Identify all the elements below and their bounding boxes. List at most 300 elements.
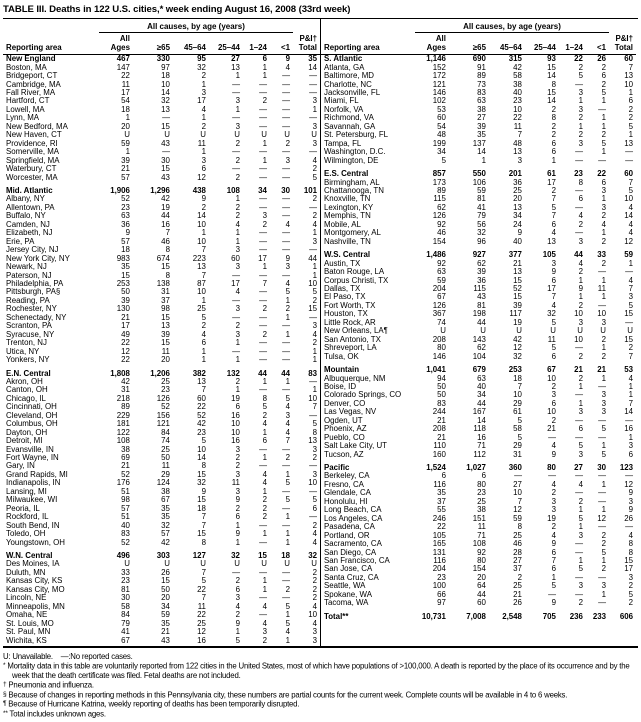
age-group-header: All causes, by age (years) [415,19,609,33]
value-cell: 21 [437,416,446,425]
column-header-row [3,33,320,55]
region-row [3,187,320,195]
value-cell: 1 [262,139,267,148]
table-row [321,260,636,268]
reporting-area-cell: Lowell, MA [6,105,45,114]
value-cell: 3 [578,89,583,97]
value-cell: 1 [601,557,606,566]
value-cell: 10 [513,391,522,400]
value-cell: 3 [235,330,240,339]
value-cell: 27 [231,54,240,64]
value-cell: 15 [308,305,317,314]
value-cell: 10 [624,80,633,89]
table-row [3,412,320,420]
reporting-area-cell: Ogden, UT [324,416,363,425]
value-cell: 94 [437,374,446,383]
value-cell: 16 [624,425,633,434]
value-cell: 1 [285,313,290,322]
value-cell: 1 [262,263,267,272]
value-cell: 102 [432,97,446,106]
value-cell: 91 [477,63,486,72]
value-cell: 12 [197,628,206,637]
value-cell: 11 [513,122,522,131]
value-cell: 201 [508,170,522,179]
reporting-area-cell: Youngstown, OH [6,538,65,547]
table-row [321,400,636,408]
table-row [321,489,636,497]
value-cell: 3 [578,105,583,114]
value-cell: 106 [472,178,486,187]
value-cell: 15 [547,63,556,72]
column-header: P&I† Total [609,33,636,55]
value-cell: 1 [601,590,606,599]
value-cell: 1 [312,386,317,395]
value-cell: 7 [628,178,633,187]
value-cell: 19 [547,514,556,523]
value-cell: 2 [628,114,633,123]
value-cell: 17 [547,284,556,293]
table-row [3,471,320,479]
reporting-area-cell: Toledo, OH [6,530,46,539]
value-cell: 17 [258,254,267,263]
value-cell: — [598,301,606,310]
value-cell: 67 [547,366,556,375]
reporting-area-cell: Seattle, WA [324,582,366,591]
table-row [3,195,320,203]
value-cell: 15 [121,271,130,280]
value-cell: 81 [477,195,486,204]
age-group-header: All causes, by age (years) [99,19,293,33]
value-cell: 2 [201,72,206,81]
value-cell: 50 [437,382,446,391]
value-cell: 13 [624,72,633,81]
region-row [321,366,636,374]
value-cell: — [232,80,240,89]
value-cell: 2 [551,122,556,131]
value-cell: 52 [197,411,206,420]
table-row [321,89,636,97]
value-cell: 1 [285,530,290,539]
value-cell: 11 [121,80,130,89]
value-cell: 92 [437,259,446,268]
value-cell: 6 [551,565,556,574]
value-cell: 7 [201,568,206,577]
value-cell: 2 [312,521,317,530]
value-cell: 87 [197,279,206,288]
value-cell: — [259,195,267,204]
value-cell: — [259,568,267,577]
value-cell: — [575,229,583,238]
value-cell: 81 [477,301,486,310]
value-cell: — [259,538,267,547]
value-cell: 4 [578,212,583,221]
value-cell: 7 [517,131,522,140]
value-cell: 15 [547,89,556,97]
reporting-area-cell: Knoxville, TN [324,195,371,204]
table-row [321,434,636,442]
value-cell: 17 [547,178,556,187]
value-cell: 10 [197,288,206,297]
value-cell: — [548,472,556,481]
value-cell: 20 [121,122,130,131]
value-cell: 7 [201,513,206,522]
value-cell: 8 [628,548,633,557]
value-cell: 2 [578,599,583,608]
value-cell: 3 [578,582,583,591]
value-cell: 3 [312,139,317,148]
reporting-area-cell: New Haven, CT [6,131,62,140]
value-cell: 4 [628,374,633,383]
value-cell: — [625,268,633,277]
value-cell: 7 [201,271,206,280]
value-cell: 1,146 [426,54,446,64]
pi-corner-cell [609,19,636,33]
value-cell: 2 [262,330,267,339]
value-cell: 15 [161,263,170,272]
value-cell: 83 [121,530,130,539]
value-cell: 27 [513,480,522,489]
value-cell: 1,906 [110,186,130,195]
value-cell: 84 [121,611,130,620]
table-row [321,532,636,540]
value-cell: 98 [121,496,130,505]
value-cell: 29 [513,399,522,408]
value-cell: 50 [437,391,446,400]
value-cell: 12 [197,173,206,182]
value-cell: 10 [547,408,556,417]
value-cell: 5 [312,288,317,297]
value-cell: 983 [116,254,130,263]
value-cell: 6 [262,54,267,64]
value-cell: 246 [432,514,446,523]
table-row [3,560,320,568]
value-cell: 10 [231,420,240,429]
value-cell: 108 [472,540,486,549]
value-cell: 46 [161,237,170,246]
value-cell: 8 [165,271,170,280]
table-row [3,263,320,271]
value-cell: 1 [235,386,240,395]
value-cell: 22 [197,403,206,412]
value-cell: 2 [628,582,633,591]
value-cell: 1 [201,114,206,123]
value-cell: 115 [473,284,486,293]
table-row [321,310,636,318]
value-cell: 2 [235,577,240,586]
value-cell: 2 [578,352,583,361]
reporting-area-cell: San Diego, CA [324,548,377,557]
table-row [321,549,636,557]
value-cell: 6 [235,513,240,522]
value-cell: — [282,122,290,131]
value-cell: 41 [477,203,486,212]
reporting-area-cell: Jersey City, NJ [6,246,59,255]
value-cell: 13 [231,63,240,72]
value-cell: — [259,165,267,174]
reporting-area-cell: Glendale, CA [324,489,371,498]
value-cell: 89 [121,403,130,412]
value-cell: 63 [477,97,486,106]
value-cell: 32 [513,352,522,361]
value-cell: — [309,487,317,496]
reporting-area-cell: Baltimore, MD [324,72,374,81]
value-cell: — [309,462,317,471]
value-cell: 32 [477,229,486,238]
reporting-area-cell: Schenectady, NY [6,313,67,322]
value-cell: 303 [156,552,170,561]
value-cell: 8 [262,394,267,403]
value-cell: 1 [201,80,206,89]
value-cell: — [282,356,290,365]
table-row [321,336,636,344]
value-cell: 4 [578,259,583,268]
value-cell: 3 [628,442,633,451]
value-cell: 21 [121,313,130,322]
footnote-marker: § [3,690,7,698]
table-row [321,417,636,425]
value-cell: 60 [477,599,486,608]
value-cell: 1 [312,271,317,280]
reporting-area-cell: E.S. Central [324,170,369,179]
value-cell: 173 [432,178,446,187]
reporting-area-cell: New Bedford, MA [6,122,68,131]
value-cell: 127 [192,552,206,561]
value-cell: 152 [432,63,446,72]
value-cell: 1 [285,470,290,479]
value-cell: U [200,131,206,140]
reporting-area-cell: Lansing, MI [6,487,47,496]
value-cell: 14 [308,63,317,72]
value-cell: 10 [513,105,522,114]
value-cell: — [625,523,633,532]
value-cell: — [309,313,317,322]
value-cell: 3 [312,322,317,331]
table-row [321,481,636,489]
table-row [3,246,320,254]
value-cell: 50 [121,288,130,297]
value-cell: — [575,80,583,89]
table-row [321,523,636,531]
value-cell: 116 [433,557,446,566]
value-cell: 84 [161,428,170,437]
reporting-area-cell: Utica, NY [6,347,40,356]
value-cell: 60 [624,170,633,179]
reporting-area-cell: Rockford, IL [6,513,49,522]
value-cell: — [282,322,290,331]
value-cell: 79 [121,619,130,628]
reporting-area-cell: Cincinnati, OH [6,403,57,412]
value-cell: — [259,114,267,123]
value-cell: 10 [197,445,206,454]
value-cell: — [548,590,556,599]
table-row [3,437,320,445]
value-cell: 181 [116,420,130,429]
value-cell: — [282,72,290,81]
value-cell: 117 [509,310,522,319]
value-cell: 438 [192,186,206,195]
header-group-row [321,19,636,33]
value-cell: 39 [477,122,486,131]
table-row [321,599,636,607]
value-cell: 67 [437,293,446,302]
value-cell: 176 [116,479,130,488]
value-cell: 10 [197,237,206,246]
reporting-area-cell: Erie, PA [6,237,35,246]
value-cell: — [575,573,583,582]
value-cell: 6 [312,504,317,513]
value-cell: 43 [161,636,170,645]
value-cell: 15 [624,310,633,319]
value-cell: 7 [285,437,290,446]
value-cell: 3 [578,531,583,540]
value-cell: 59 [121,139,130,148]
value-cell: 7 [201,521,206,530]
value-cell: — [282,212,290,221]
value-cell: 28 [513,548,522,557]
value-cell: 10 [197,220,206,229]
value-cell: 4 [285,628,290,637]
value-cell: 98 [161,305,170,314]
reporting-area-cell: Akron, OH [6,377,43,386]
table-row [321,212,636,220]
table-row [3,255,320,263]
value-cell: 4 [312,538,317,547]
value-cell: 42 [513,63,522,72]
value-cell: 13 [161,322,170,331]
table-row [3,64,320,72]
value-cell: 25 [161,377,170,386]
footnotes [3,652,641,719]
value-cell: 7 [201,386,206,395]
value-cell: 8 [628,540,633,549]
value-cell: 14 [477,416,486,425]
value-cell: 49 [121,330,130,339]
value-cell: 25 [197,305,206,314]
value-cell: U [124,131,130,140]
value-cell: — [575,590,583,599]
table-row [321,277,636,285]
value-cell: 4 [201,105,206,114]
value-cell: 124 [156,479,170,488]
table-row [3,322,320,330]
value-cell: — [598,573,606,582]
value-cell: 2 [601,335,606,344]
reporting-area-cell: Wilmington, DE [324,156,379,165]
reporting-area-cell: New Orleans, LA¶ [324,327,388,336]
value-cell: 2 [235,454,240,463]
value-cell: 54 [437,122,446,131]
value-cell: 2 [578,374,583,383]
value-cell: 38 [513,80,522,89]
value-cell: 3 [578,408,583,417]
value-cell: 4 [235,602,240,611]
value-cell: 21 [121,462,130,471]
column-header: ≥65 [449,33,489,55]
value-cell: 5 [285,619,290,628]
value-cell: 2 [601,212,606,221]
value-cell: 1 [235,229,240,238]
value-cell: 172 [432,72,446,81]
value-cell: — [282,521,290,530]
value-cell: 2 [551,131,556,140]
value-cell: 4 [262,619,267,628]
value-cell: — [282,386,290,395]
reporting-area-cell: St. Petersburg, FL [324,131,389,140]
value-cell: — [259,611,267,620]
value-cell: — [282,577,290,586]
region-row [321,613,636,621]
value-cell: 1 [601,148,606,157]
value-cell: — [259,89,267,97]
value-cell: 110 [433,442,446,451]
value-cell: 7 [165,229,170,238]
value-cell: 10 [547,374,556,383]
value-cell: 25 [513,582,522,591]
value-cell: 43 [477,293,486,302]
value-cell: 17 [121,322,130,331]
value-cell: 6 [601,178,606,187]
value-cell: 15 [513,293,522,302]
value-cell: 126 [432,212,446,221]
value-cell: 3 [235,594,240,603]
value-cell: 15 [197,496,206,505]
reporting-area-cell: Austin, TX [324,259,361,268]
value-cell: 39 [513,301,522,310]
value-cell: 2 [312,568,317,577]
value-cell: 5 [628,122,633,131]
value-cell: — [625,318,633,327]
value-cell: 35 [437,489,446,498]
value-cell: 1 [628,391,633,400]
value-cell: 3 [235,487,240,496]
reporting-area-cell: St. Paul, MN [6,628,51,637]
value-cell: 1 [601,195,606,204]
reporting-area-cell: Total** [324,612,349,621]
value-cell: 118 [473,425,486,434]
value-cell: 5 [578,514,583,523]
reporting-area-cell: W.N. Central [6,552,53,561]
value-cell: 12 [513,506,522,515]
value-cell: — [309,513,317,522]
value-cell: 52 [121,538,130,547]
value-cell: 3 [551,259,556,268]
value-cell: 2 [628,344,633,353]
reporting-area-cell: E.N. Central [6,369,51,378]
value-cell: — [514,472,522,481]
value-cell: 33 [597,251,606,260]
table-row [3,305,320,313]
table-row [321,451,636,459]
value-cell: 22 [574,54,583,64]
value-cell: 154 [432,237,446,246]
value-cell: U [164,131,170,140]
reporting-area-cell: Berkeley, CA [324,472,370,481]
value-cell: 5 [628,590,633,599]
table-row [3,513,320,521]
value-cell: 15 [161,165,170,174]
value-cell: 2 [235,173,240,182]
value-cell: 17 [197,97,206,106]
value-cell: 2 [235,156,240,165]
value-cell: 156 [156,411,170,420]
value-cell: 27 [477,114,486,123]
reporting-area-cell: Buffalo, NY [6,212,46,221]
value-cell: 20 [477,573,486,582]
value-cell: 5 [601,425,606,434]
value-cell: 17 [121,89,130,97]
reporting-area-cell: Phoenix, AZ [324,425,367,434]
reporting-area-cell: Canton, OH [6,386,48,395]
